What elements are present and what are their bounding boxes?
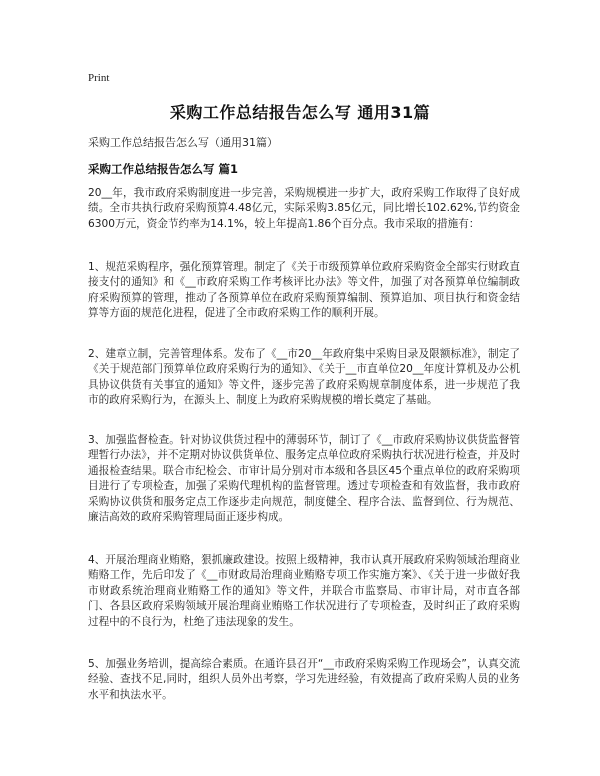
paragraph-item-5: 5、加强业务培训，提高综合素质。在通许县召开“__市政府采购采购工作现场会”，认真交流经验、查找不足,同时，组织人员外出考察，学习先进经验，有效提高了政府采购人员的业务水平和执法水平。 xyxy=(88,658,520,701)
document-subtitle: 采购工作总结报告怎么写（通用31篇） xyxy=(88,136,278,149)
section-heading: 采购工作总结报告怎么写 篇1 xyxy=(88,162,239,176)
paragraph-item-1: 1、规范采购程序，强化预算管理。制定了《关于市级预算单位政府采购资金全部实行财政直接支付的通知》和《__市政府采购工作考核评比办法》等文件，加强了对各预算单位编制政府采购预算的管理，推动了各预算单位在政府采购预算编制、预算追加、项目执行和资金结算等方面的规范化进程，促进了全市政府采购工作的顺利开展。 xyxy=(88,261,520,320)
paragraph-item-3: 3、加强监督检查。针对协议供货过程中的薄弱环节，制订了《__市政府采购协议供货监督管理暂行办法》，并不定期对协议供货单位、服务定点单位政府采购执行状况进行检查，并及时通报检查结果。联合市纪检会、市审计局分别对市本级和各县区45个重点单位的政府采购项目进行了专项检查，加强了采购代理机构的监督管理。透过专项检查和有效监督，我市政府采购协议供货和服务定点工作逐步走向规范，制度健全、程序合法、监督到位、行为规范、廉洁高效的政府采购管理局面正逐步构成。 xyxy=(88,434,520,524)
paragraph-item-4: 4、开展治理商业贿赂，狠抓廉政建设。按照上级精神，我市认真开展政府采购领域治理商业贿赂工作，先后印发了《__市财政局治理商业贿赂专项工作实施方案》、《关于进一步做好我市财政系统治理商业贿赂工作的通知》等文件，并联合市监察局、市审计局，对市直各部门、各县区政府采购领域开展治理商业贿赂工作状况进行了专项检查，及时纠正了政府采购过程中的不良行为，杜绝了违法现象的发生。 xyxy=(88,554,520,628)
page-title: 采购工作总结报告怎么写 通用31篇 xyxy=(169,103,431,122)
paragraph-item-2: 2、建章立制，完善管理体系。发布了《__市20__年政府集中采购目录及限额标准》，制定了《关于规范部门预算单位政府采购行为的通知》、《关于__市直单位20__年度计算机及办公机具协议供货有关事宜的通知》等文件，逐步完善了政府采购规章制度体系，进一步规范了我市的政府采购行为，在源头上、制度上为政府采购规模的增长奠定了基础。 xyxy=(88,348,520,407)
print-link[interactable]: Print xyxy=(88,72,110,84)
paragraph-intro: 20__年，我市政府采购制度进一步完善，采购规模进一步扩大，政府采购工作取得了良好成绩。全市共执行政府采购预算4.48亿元，实际采购3.85亿元，同比增长102.62%,节约资金6300万元，资金节约率为14.1%，较上年提高1.86个百分点。我市采取的措施有： xyxy=(88,187,520,230)
